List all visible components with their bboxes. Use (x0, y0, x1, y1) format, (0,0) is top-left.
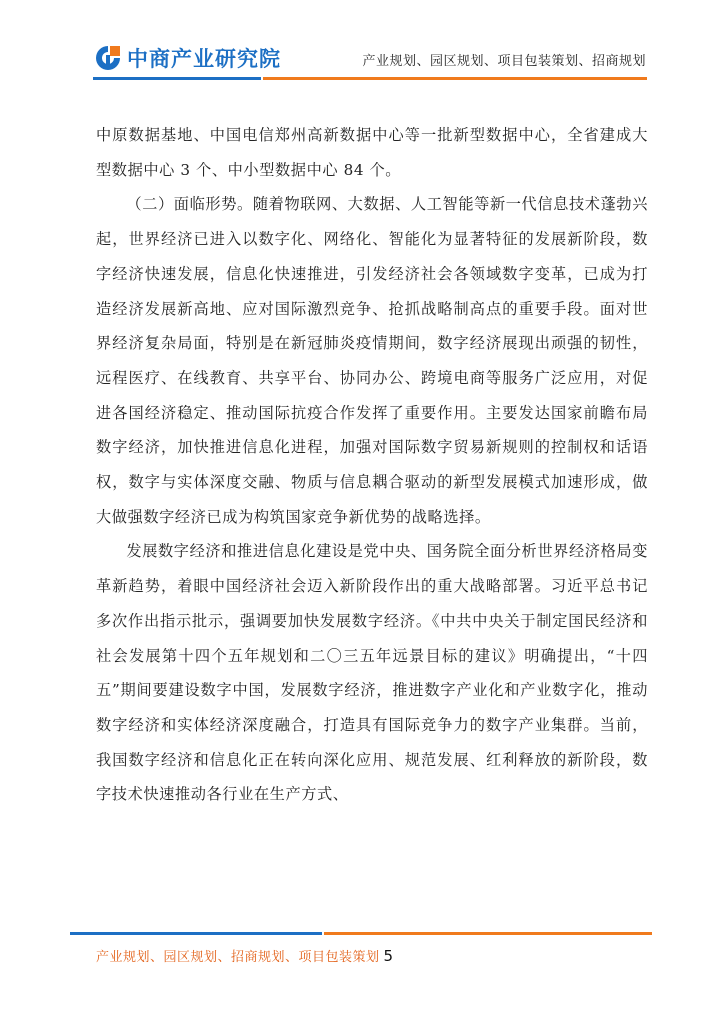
footer-divider-blue (70, 932, 322, 935)
logo-text: 中商产业研究院 (127, 47, 281, 71)
footer-divider-orange (324, 932, 652, 935)
footer-tagline: 产业规划、园区规划、招商规划、项目包装策划 (96, 950, 380, 965)
header-divider-orange (263, 77, 647, 80)
page-footer (96, 946, 394, 965)
paragraph: 发展数字经济和推进信息化建设是党中央、国务院全面分析世界经济格局变革新趋势，着眼中国经济社会迈入新阶段作出的重大战略部署。习近平总书记多次作出指示批示，强调要加快发展数字经济。《中共中央关于制定国民经济和社会发展第十四个五年规划和二〇三五年远景目标的建议》明确提出，“十四五”期间要建设数字中国，发展数字经济，推进数字产业化和产业数字化，推动数字经济和实体经济深度融合，打造具有国际竞争力的数字产业集群。当前，我国数字经济和信息化正在转向深化应用、规范发展、红利释放的新阶段，数字技术快速推动各行业在生产方式、 (96, 542, 648, 804)
paragraph: （二）面临形势。随着物联网、大数据、人工智能等新一代信息技术蓬勃兴起，世界经济已进入以数字化、网络化、智能化为显著特征的发展新阶段，数字经济快速发展，信息化快速推进，引发经济社会各领域数字变革，已成为打造经济发展新高地、应对国际激烈竞争、抢抓战略制高点的重要手段。面对世界经济复杂局面，特别是在新冠肺炎疫情期间，数字经济展现出顽强的韧性，远程医疗、在线教育、共享平台、协同办公、跨境电商等服务广泛应用，对促进各国经济稳定、推动国际抗疫合作发挥了重要作用。主要发达国家前瞻布局数字经济，加快推进信息化进程，加强对国际数字贸易新规则的控制权和话语权，数字与实体深度交融、物质与信息耦合驱动的新型发展模式加速形成，做大做强数字经济已成为构筑国家竞争新优势的战略选择。 (96, 195, 648, 526)
page-number: 5 (383, 947, 394, 965)
page-header (0, 0, 724, 90)
body-text (96, 118, 648, 812)
brand-logo (93, 43, 281, 73)
header-tagline: 产业规划、园区规划、项目包装策划、招商规划 (362, 54, 646, 69)
logo-icon (93, 43, 123, 73)
paragraph: 中原数据基地、中国电信郑州高新数据中心等一批新型数据中心，全省建成大型数据中心 3 个、中小型数据中心 84 个。 (96, 126, 648, 179)
header-divider-blue (93, 77, 261, 80)
